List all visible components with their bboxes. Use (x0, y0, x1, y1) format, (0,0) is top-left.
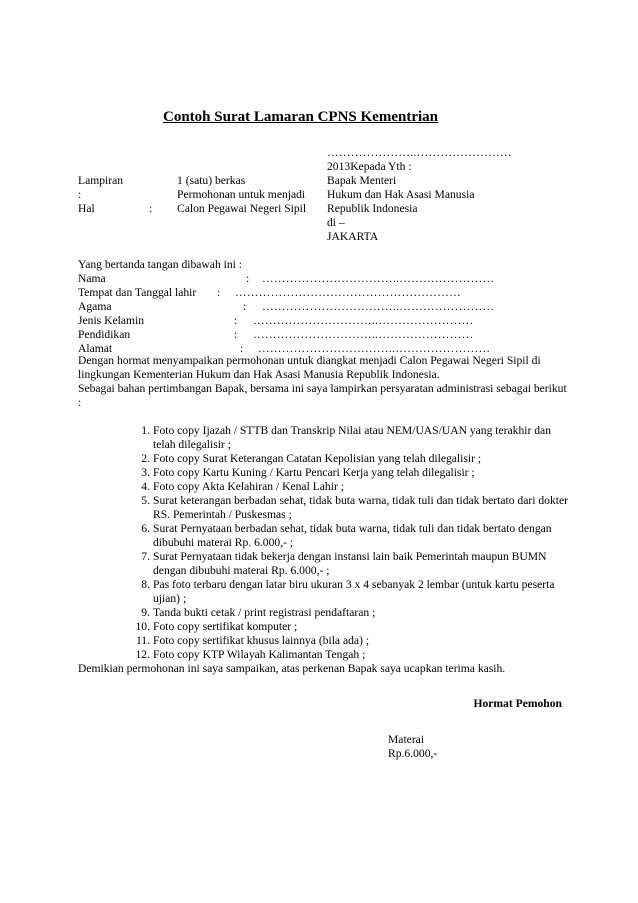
field-colon-agama: : (243, 300, 247, 313)
field-dots-alamat: ……………………………..…………………… (258, 342, 491, 355)
list-item-number: 4. (141, 480, 150, 493)
field-label-ttl: Tempat dan Tanggal lahir (78, 286, 197, 299)
list-item-text: Foto copy Ijazah / STTB dan Transkrip Nilai atau NEM/UAS/UAN yang terakhir dan telah dilegalisir ; (153, 424, 551, 451)
list-item (78, 466, 568, 480)
list-item-number: 1. (141, 424, 150, 437)
list-item (78, 620, 568, 634)
field-dots-jenis-kelamin: …………………………..…………………… (253, 314, 474, 327)
lampiran-value: 1 (satu) berkas (177, 174, 246, 187)
list-item-number: 12. (135, 648, 150, 661)
list-item-text: Surat keterangan berbadan sehat, tidak buta warna, tidak tuli dan tidak bertato dari dokter RS. Pemerintah / Puskesmas ; (153, 494, 568, 521)
list-item-text: Tanda bukti cetak / print registrasi pendaftaran ; (153, 606, 376, 619)
intro-line: Yang bertanda tangan dibawah ini : (78, 258, 242, 271)
perihal-value-2: Calon Pegawai Negeri Sipil (177, 202, 307, 215)
materai-value: Rp.6.000,- (388, 747, 438, 760)
list-item (78, 494, 568, 522)
recipient-line-2: Bapak Menteri (327, 174, 397, 187)
list-item-text: Foto copy sertifikat komputer ; (153, 620, 298, 633)
lampiran-label: Lampiran (78, 174, 124, 187)
list-item (78, 452, 568, 466)
field-label-jenis-kelamin: Jenis Kelamin (78, 314, 145, 327)
field-colon-nama: : (246, 272, 250, 285)
field-dots-pendidikan: …………………………..…………………… (253, 328, 474, 341)
list-item-number: 2. (141, 452, 150, 465)
materai-label: Materai (388, 733, 425, 746)
field-colon-pendidikan: : (234, 328, 238, 341)
recipient-line-3: Hukum dan Hak Asasi Manusia (327, 188, 475, 201)
field-dots-agama: ……………………………..…………………… (262, 300, 495, 313)
field-label-nama: Nama (78, 272, 106, 285)
list-item-number: 9. (141, 606, 150, 619)
page-title: Contoh Surat Lamaran CPNS Kementrian (163, 109, 439, 125)
list-item (78, 634, 568, 648)
paragraph-lampiran: Sebagai bahan pertimbangan Bapak, bersama ini saya lampirkan persyaratan administrasi sebagai berikut : (78, 382, 567, 409)
list-item-number: 11. (135, 634, 150, 647)
recipient-line-1: 2013Kepada Yth : (327, 160, 412, 173)
perihal-colon: : (78, 188, 82, 201)
list-item (78, 578, 568, 606)
hal-label: Hal (78, 202, 95, 215)
list-item-text: Foto copy KTP Wilayah Kalimantan Tengah ; (153, 648, 366, 661)
list-item-text: Foto copy Surat Keterangan Catatan Kepolisian yang telah dilegalisir ; (153, 452, 482, 465)
list-item-text: Pas foto terbaru dengan latar biru ukuran 3 x 4 sebanyak 2 lembar (untuk kartu peserta ujian) ; (153, 578, 555, 605)
date-dots: …………………..…………………… (327, 146, 512, 159)
signoff: Hormat Pemohon (473, 697, 562, 710)
list-item-text: Surat Pernyataan berbadan sehat, tidak buta warna, tidak tuli dan tidak bertato dengan dibubuhi materai Rp. 6.000,- ; (153, 522, 552, 549)
list-item-text: Surat Pernyataan tidak bekerja dengan instansi lain baik Pemerintah maupun BUMN dengan dibubuhi materai Rp. 6.000,- ; (153, 550, 547, 577)
field-label-agama: Agama (78, 300, 112, 313)
closing-line: Demikian permohonan ini saya sampaikan, atas perkenan Bapak saya ucapkan terima kasih. (78, 662, 506, 675)
list-item (78, 606, 568, 620)
list-item-number: 8. (141, 578, 150, 591)
perihal-value-1: Permohonan untuk menjadi (177, 188, 306, 201)
list-item-number: 5. (141, 494, 150, 507)
field-label-alamat: Alamat (78, 342, 113, 355)
requirements-list (78, 424, 568, 662)
field-dots-ttl: ………………………………………………… (235, 286, 461, 299)
list-item-number: 6. (141, 522, 150, 535)
field-label-pendidikan: Pendidikan (78, 328, 131, 341)
list-item (78, 480, 568, 494)
paragraph-permohonan: Dengan hormat menyampaikan permohonan untuk diangkat menjadi Calon Pegawai Negeri Sipil di lingkungan Kementerian Hukum dan Hak Asasi Manusia Republik Indonesia. (78, 354, 541, 381)
hal-colon: : (149, 202, 153, 215)
field-colon-jenis-kelamin: : (234, 314, 238, 327)
list-item-number: 10. (135, 620, 150, 633)
list-item (78, 424, 568, 452)
recipient-line-5: di – (327, 216, 345, 229)
list-item (78, 648, 568, 662)
list-item-text: Foto copy Kartu Kuning / Kartu Pencari Kerja yang telah dilegalisir ; (153, 466, 475, 479)
recipient-line-4: Republik Indonesia (327, 202, 418, 215)
list-item-number: 3. (141, 466, 150, 479)
list-item-text: Foto copy Akta Kelahiran / Kenal Lahir ; (153, 480, 344, 493)
list-item-text: Foto copy sertifikat khusus lainnya (bila ada) ; (153, 634, 370, 647)
list-item (78, 522, 568, 550)
field-colon-ttl: : (217, 286, 221, 299)
field-colon-alamat: : (240, 342, 244, 355)
list-item-number: 7. (141, 550, 150, 563)
recipient-line-6: JAKARTA (327, 230, 379, 243)
field-dots-nama: ……………………………..…………………… (262, 272, 495, 285)
list-item (78, 550, 568, 578)
